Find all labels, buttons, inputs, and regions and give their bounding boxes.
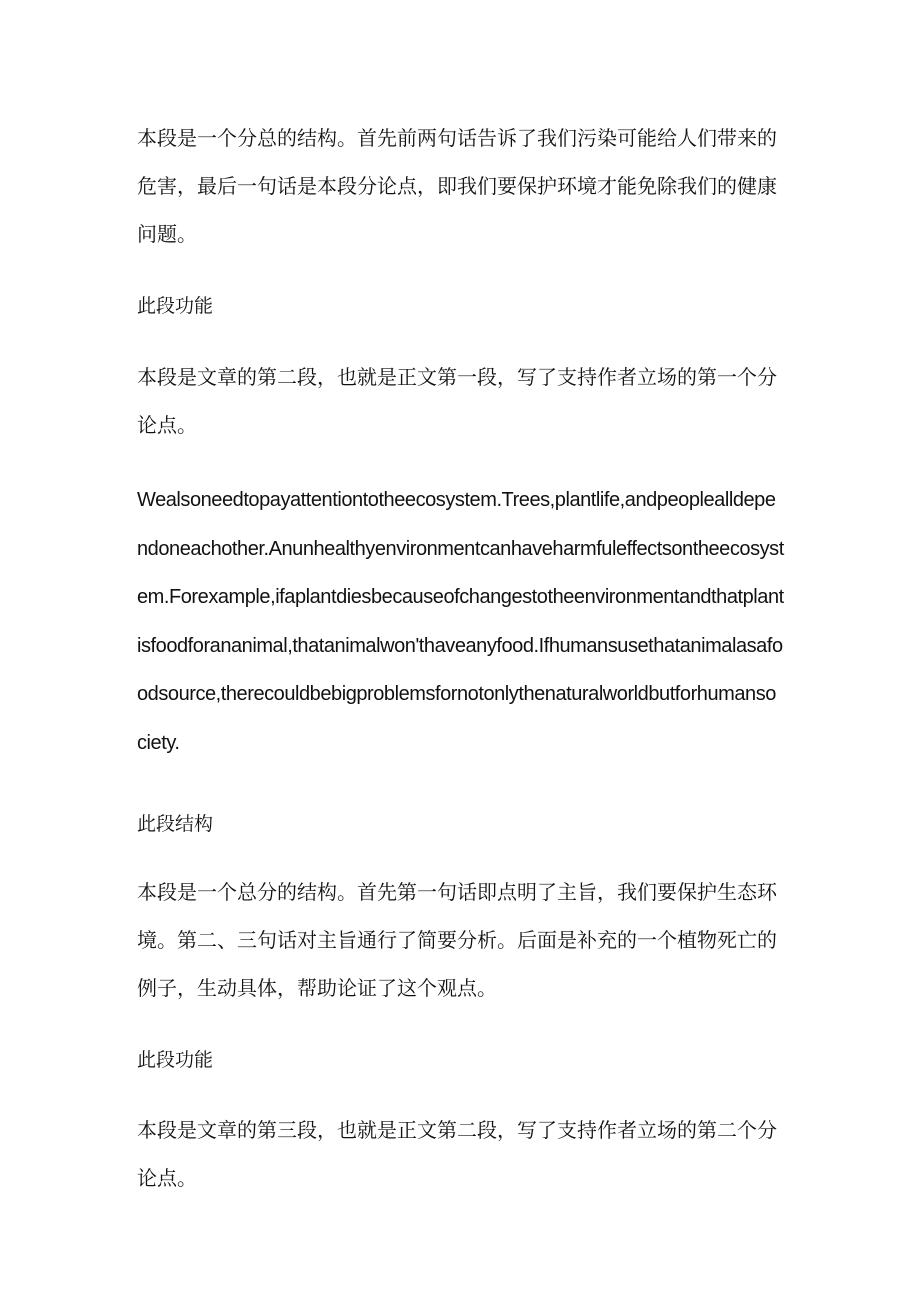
paragraph-function-analysis-2: 本段是文章的第三段，也就是正文第二段，写了支持作者立场的第二个分论点。 — [137, 1118, 777, 1190]
heading-paragraph-structure: 此段结构 — [137, 813, 214, 835]
heading-paragraph-function-2: 此段功能 — [137, 1049, 214, 1071]
heading-paragraph-function-1: 此段功能 — [137, 295, 214, 317]
english-sample-paragraph: Wealsoneedtopayattentiontotheecosystem.Trees,plantlife,andpeoplealldependoneachother.Anunhealthyenvironmentcanhaveharmfuleffectsontheecosystem.Forexample,ifaplantdiesbecauseofchangestotheenvironmentandthatplantisfoodforananimal,thatanimalwon'thaveanyfood.Ifhumansusethatanimalasafoodsource,therecouldbebigproblemsfornotonlythenaturalworldbutforhumansociety. — [137, 489, 784, 754]
paragraph-function-analysis-1: 本段是文章的第二段，也就是正文第一段，写了支持作者立场的第一个分论点。 — [137, 365, 777, 437]
paragraph-structure-analysis-1: 本段是一个分总的结构。首先前两句话告诉了我们污染可能给人们带来的危害，最后一句话是本段分论点，即我们要保护环境才能免除我们的健康问题。 — [137, 126, 777, 246]
paragraph-structure-analysis-2: 本段是一个总分的结构。首先第一句话即点明了主旨，我们要保护生态环境。第二、三句话对主旨通行了简要分析。后面是补充的一个植物死亡的例子，生动具体，帮助论证了这个观点。 — [137, 880, 777, 1000]
